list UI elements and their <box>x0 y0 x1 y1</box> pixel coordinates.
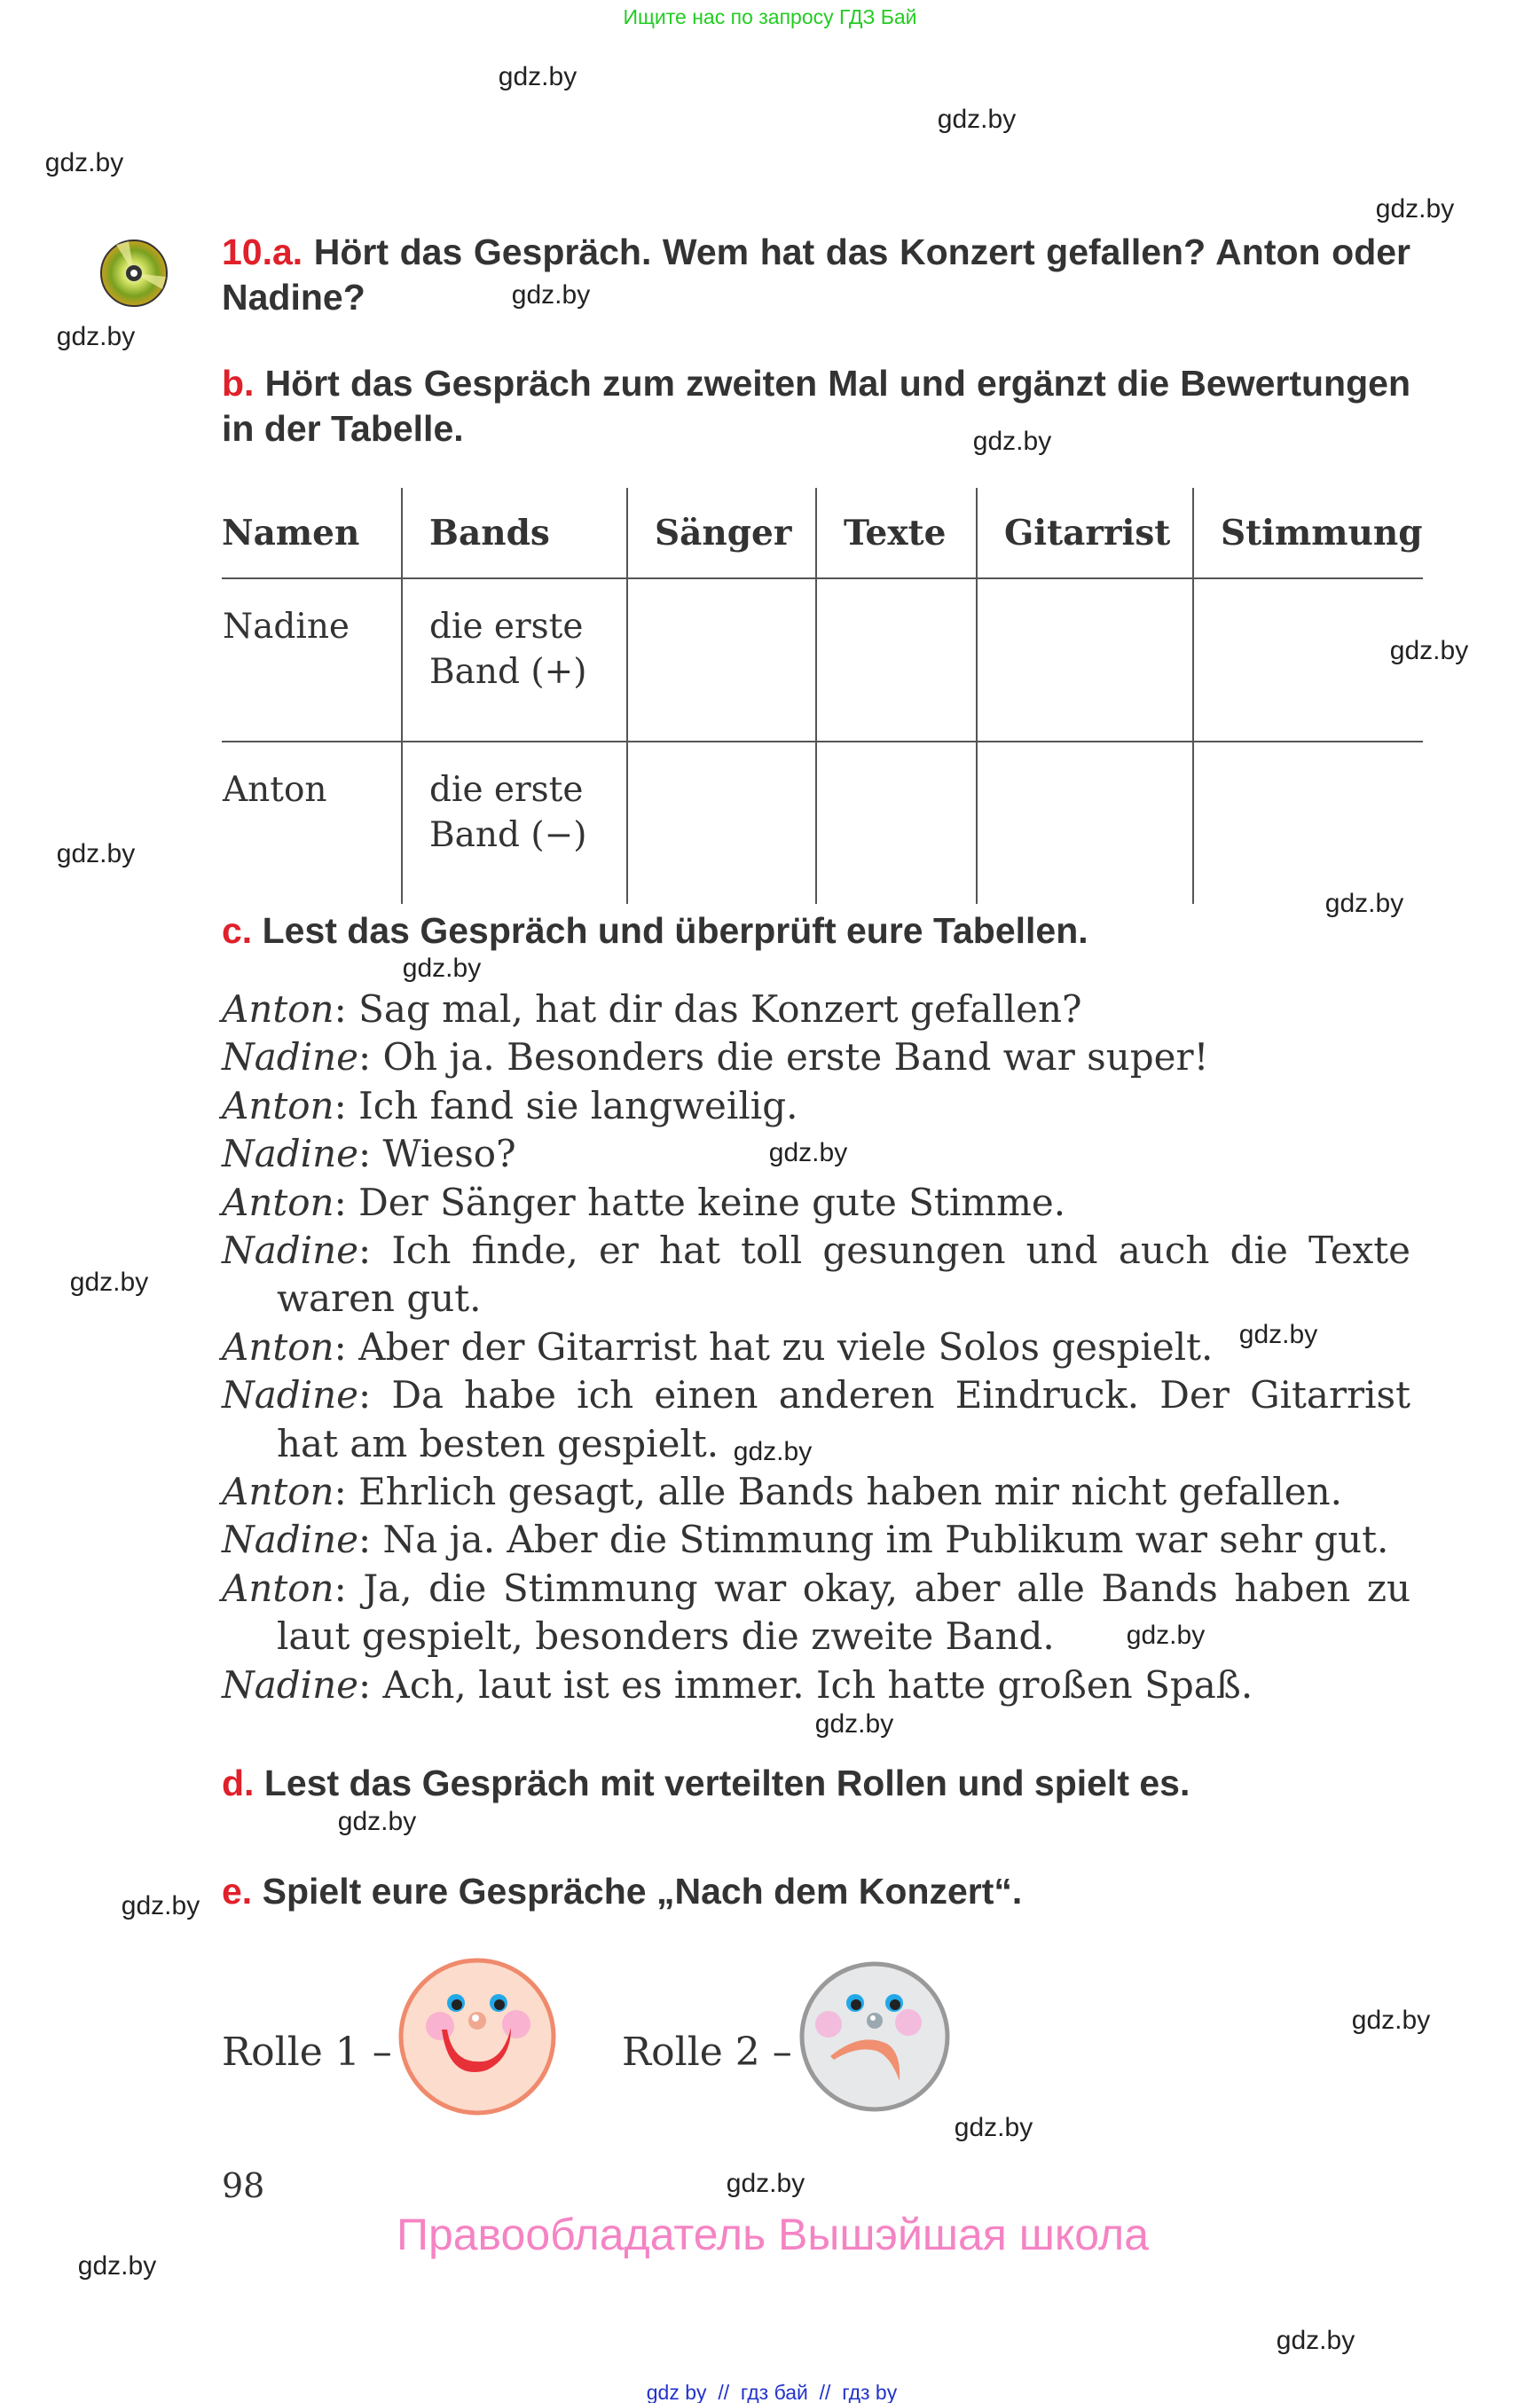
header-namen: Namen <box>222 488 402 578</box>
dialogue-text: : Der Sänger hatte keine gute Stimme. <box>334 1180 1066 1224</box>
task-e-text: Spielt eure Gespräche „Nach dem Konzert“. <box>262 1871 1023 1912</box>
speaker-name: Anton <box>222 1324 334 1369</box>
watermark: gdz.by <box>733 1437 813 1466</box>
speaker-name: Nadine <box>222 1229 359 1273</box>
task-e-label: e. <box>222 1871 253 1912</box>
dialogue-line <box>222 1661 1410 1709</box>
cell-empty <box>1193 578 1423 742</box>
watermark: gdz.by <box>972 427 1052 456</box>
task-c-label: c. <box>222 910 253 951</box>
dialogue-text: : Ja, die Stimmung war okay, aber alle Bands haben zu laut gespielt, besonders die zweite Band. <box>277 1566 1410 1659</box>
cell-empty <box>627 742 816 904</box>
dialogue-line <box>222 1082 1410 1130</box>
header-bands: Bands <box>402 488 627 578</box>
dialogue-text: : Na ja. Aber die Stimmung im Publikum war sehr gut. <box>358 1518 1389 1562</box>
dialogue-line <box>222 1323 1410 1371</box>
speaker-name: Nadine <box>222 1662 359 1707</box>
speaker-name: Anton <box>222 1180 334 1224</box>
dialogue-text: : Ehrlich gesagt, alle Bands haben mir nicht gefallen. <box>334 1470 1342 1514</box>
cell-empty <box>977 578 1193 742</box>
header-stimmung: Stimmung <box>1193 488 1423 578</box>
page-number: 98 <box>222 2166 265 2205</box>
table-row <box>222 578 1423 742</box>
watermark: gdz.by <box>498 62 578 91</box>
role-2-label: Rolle 2 – <box>622 2030 792 2075</box>
watermark: gdz.by <box>44 148 124 177</box>
speaker-name: Anton <box>222 1566 334 1610</box>
cell-empty <box>977 742 1193 904</box>
speaker-name: Anton <box>222 1083 334 1127</box>
watermark: gdz.by <box>402 954 482 983</box>
cell-bands: die erste Band (+) <box>402 578 627 742</box>
table-row <box>222 742 1423 904</box>
watermark: gdz.by <box>511 280 591 310</box>
watermark: gdz.by <box>1389 636 1469 665</box>
header-gitarrist: Gitarrist <box>977 488 1193 578</box>
watermark: gdz.by <box>77 2251 157 2281</box>
dialogue-text: : Ach, laut ist es immer. Ich hatte großen Spaß. <box>358 1662 1253 1707</box>
task-b-text: Hört das Gespräch zum zweiten Mal und ergänzt die Bewertungen in der Tabelle. <box>222 363 1410 449</box>
watermark: gdz.by <box>726 2169 805 2198</box>
watermark: gdz.by <box>814 1709 894 1739</box>
footer-separator: // <box>718 2381 730 2403</box>
watermark: gdz.by <box>1276 2326 1355 2355</box>
watermark: gdz.by <box>954 2113 1033 2142</box>
speaker-name: Anton <box>222 987 334 1031</box>
footer-link-gdz-bai[interactable]: гдз бай <box>740 2381 808 2403</box>
watermark: gdz.by <box>1238 1320 1318 1349</box>
dialogue-text: : Ich finde, er hat toll gesungen und auch die Texte waren gut. <box>277 1229 1410 1321</box>
cell-empty <box>816 742 977 904</box>
header-texte: Texte <box>816 488 977 578</box>
watermark: gdz.by <box>1324 889 1404 918</box>
dialogue-line <box>222 1179 1410 1227</box>
sad-face-icon <box>798 1960 951 2113</box>
dialogue-text: : Wieso? <box>358 1132 516 1176</box>
watermark: gdz.by <box>768 1138 848 1167</box>
watermark: gdz.by <box>1126 1621 1206 1650</box>
dialogue-line <box>222 1227 1410 1323</box>
cell-empty <box>627 578 816 742</box>
task-b <box>222 361 1410 452</box>
watermark: gdz.by <box>1351 2006 1431 2035</box>
task-e <box>222 1869 1410 1914</box>
task-d-label: d. <box>222 1763 255 1803</box>
dialogue-text: : Sag mal, hat dir das Konzert gefallen? <box>334 987 1082 1031</box>
cell-name: Nadine <box>222 578 402 742</box>
dialogue-line <box>222 1371 1410 1468</box>
watermark: gdz.by <box>1375 194 1455 224</box>
dialogue-line <box>222 1033 1410 1081</box>
copyright-notice: Правообладатель Вышэйшая школа <box>397 2210 1149 2259</box>
dialogue-text: : Oh ja. Besonders die erste Band war super! <box>358 1035 1209 1080</box>
happy-face-icon <box>397 1957 557 2116</box>
header-saenger: Sänger <box>627 488 816 578</box>
rating-table <box>222 488 1423 904</box>
dialogue-line <box>222 1516 1410 1564</box>
dialogue-text: : Aber der Gitarrist hat zu viele Solos gespielt. <box>334 1324 1214 1369</box>
dialogue-line <box>222 1468 1410 1516</box>
task-b-label: b. <box>222 363 255 404</box>
speaker-name: Nadine <box>222 1035 359 1080</box>
task-a-label: 10.a. <box>222 232 303 272</box>
role-1-label: Rolle 1 – <box>222 2030 392 2075</box>
cell-name: Anton <box>223 770 327 810</box>
audio-cd-icon <box>98 238 169 309</box>
watermark: gdz.by <box>56 322 136 351</box>
dialogue <box>222 986 1410 1709</box>
footer-link-gdz-by-cyr[interactable]: гдз by <box>842 2381 898 2403</box>
speaker-name: Anton <box>222 1470 334 1514</box>
watermark: gdz.by <box>337 1807 417 1836</box>
speaker-name: Nadine <box>222 1132 359 1176</box>
dialogue-text: : Ich fand sie langweilig. <box>334 1083 798 1127</box>
cell-bands: die erste Band (−) <box>402 742 627 904</box>
watermark: gdz.by <box>69 1268 149 1297</box>
dialogue-line <box>222 986 1410 1033</box>
watermark: gdz.by <box>937 105 1017 134</box>
table-header-row <box>222 488 1423 578</box>
cell-empty <box>1193 742 1423 904</box>
dialogue-line <box>222 1565 1410 1661</box>
watermark: gdz.by <box>121 1891 200 1920</box>
speaker-name: Nadine <box>222 1518 359 1562</box>
dialogue-text: : Da habe ich einen anderen Eindruck. Der Gitarrist hat am besten gespielt. <box>277 1373 1410 1465</box>
task-a <box>222 230 1410 320</box>
watermark: gdz.by <box>56 839 136 868</box>
task-d <box>222 1761 1410 1806</box>
footer-links <box>0 2381 1540 2403</box>
task-c <box>222 908 1410 954</box>
cell-empty <box>816 578 977 742</box>
task-c-text: Lest das Gespräch und überprüft eure Tabellen. <box>262 910 1088 951</box>
task-a-text: Hört das Gespräch. Wem hat das Konzert gefallen? Anton oder Nadine? <box>222 232 1410 318</box>
footer-separator: // <box>819 2381 831 2403</box>
task-d-text: Lest das Gespräch mit verteilten Rollen und spielt es. <box>263 1763 1190 1803</box>
footer-link-gdz-by[interactable]: gdz by <box>646 2381 707 2403</box>
search-banner[interactable]: Ищите нас по запросу ГДЗ Бай <box>623 5 917 28</box>
speaker-name: Nadine <box>222 1373 359 1417</box>
